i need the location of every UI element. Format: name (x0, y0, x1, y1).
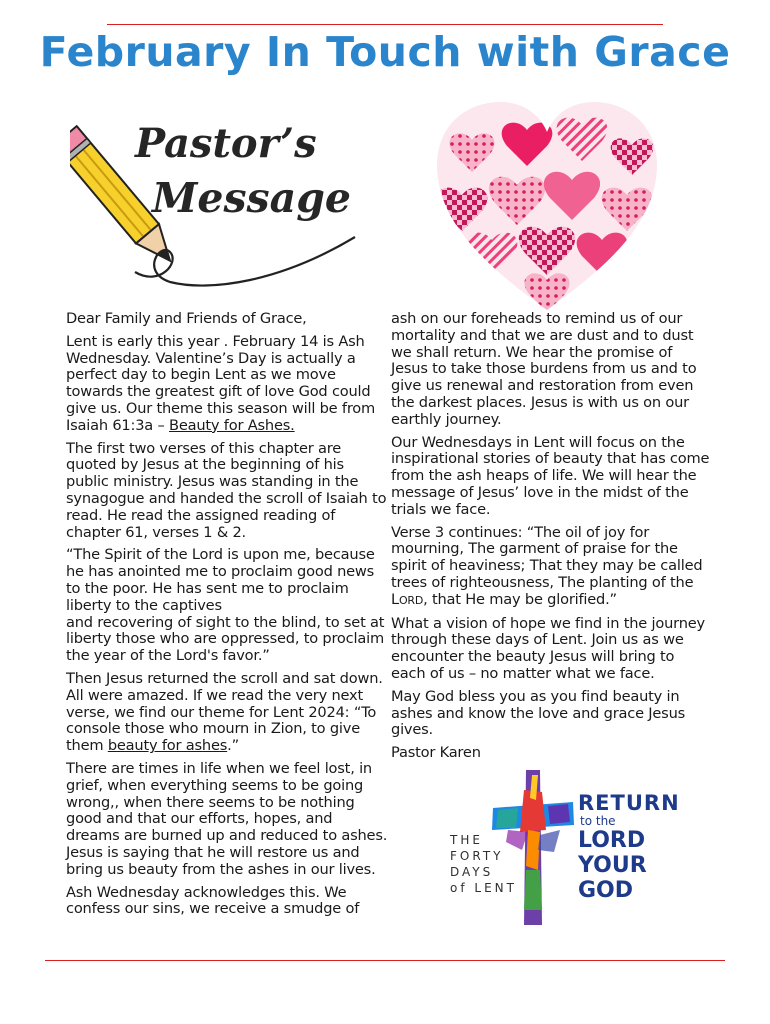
signature: Pastor Karen (391, 744, 481, 762)
paragraph (66, 671, 388, 755)
paragraph (391, 525, 713, 610)
paragraph-text: Then Jesus returned the scroll and sat down. All were amazed. If we read the very next verse, we find our theme for Lent 2024: “To console those who mourn in Zion, to give them (66, 669, 383, 755)
beauty-for-ashes-phrase: Beauty for Ashes. (169, 416, 295, 434)
paragraph: There are times in life when we feel lost, in grief, when everything seems to be going wrong,, when there seems to be nothing good and that our efforts, hopes, and dreams are burned up and reduced to ashes. Jesus is saying that he will restore us and bring us beauty from the ashes in our lives. (66, 759, 388, 878)
paragraph (66, 334, 388, 435)
god-word: GOD (578, 878, 634, 903)
scripture-quote (66, 547, 388, 665)
lent-line: DAYS (450, 865, 494, 879)
paragraph: What a vision of hope we find in the journey through these days of Lent. Join us as we encounter the beauty Jesus will bring to each of us – no matter what we face. (391, 614, 705, 682)
patterned-heart-icon (432, 100, 662, 315)
pastors-message-graphic (70, 112, 360, 292)
to-the-words: to the (580, 814, 616, 828)
quote-line: “The Spirit of the Lord is upon me, because he has anointed me to proclaim good news to the poor. He has sent me to proclaim liberty to the captives (66, 546, 375, 614)
lent-line: THE (450, 833, 483, 847)
lent-graphic (428, 770, 678, 930)
paragraph-text: .” (227, 737, 239, 755)
paragraph: May God bless you as you find beauty in ashes and know the love and grace Jesus gives. (391, 687, 686, 739)
paragraph: ash on our foreheads to remind us of our mortality and that we are dust and to dust we shall return. We hear the promise of Jesus to take those burdens from us and to give us renewal and restoration from even the darkest places. Jesus is with us on our earthly journey. (391, 310, 697, 428)
return-to-the-lord-text (578, 792, 678, 903)
page-title: February In Touch with Grace (39, 28, 731, 76)
return-word: RETURN (578, 791, 680, 815)
top-divider (107, 24, 663, 25)
paragraph-text: Verse 3 continues: “The oil of joy for mourning, The garment of praise for the spirit of heaviness; That they may be called trees of righteousness, The planting of the L (391, 523, 703, 608)
bottom-divider (45, 960, 725, 961)
paragraph-text: Lent is early this year . February 14 is Ash Wednesday. Valentine’s Day is actually a perfect day to begin Lent as we move towards the greatest gift of love God could give us. Our theme this season will be from Isaiah 61:3a – (66, 332, 376, 434)
paragraph: Our Wednesdays in Lent will focus on the inspirational stories of beauty that has come from the ash heaps of life. We will hear the message of Jesus’ love in the midst of the trials we face. (391, 433, 710, 518)
forty-days-text (450, 832, 530, 896)
quote-line: and recovering of sight to the blind, to set at liberty those who are oppressed, to proclaim the year of the Lord's favor.” (66, 613, 385, 665)
left-column (66, 311, 388, 924)
right-column (391, 311, 713, 768)
lent-line: of LENT (450, 881, 517, 895)
paragraph-text: , that He may be glorified.” (423, 590, 617, 608)
your-word: YOUR (578, 853, 647, 878)
paragraph: Ash Wednesday acknowledges this. We confess our sins, we receive a smudge of (66, 883, 360, 918)
message-word: Message (152, 174, 351, 222)
lord-word: LORD (578, 828, 646, 853)
lent-line: FORTY (450, 849, 504, 863)
pastors-word: Pastor’s (135, 120, 317, 167)
beauty-for-ashes-phrase: beauty for ashes (107, 737, 228, 755)
small-caps-lord: ORD (398, 593, 424, 607)
greeting: Dear Family and Friends of Grace, (66, 310, 307, 327)
swirl-icon (130, 212, 360, 292)
paragraph: The first two verses of this chapter are quoted by Jesus at the beginning of his public ministry. Jesus was standing in the synagogue and handed the scroll of Isaiah to read. He read the assigned reading of chapter 61, verses 1 & 2. (66, 439, 387, 541)
